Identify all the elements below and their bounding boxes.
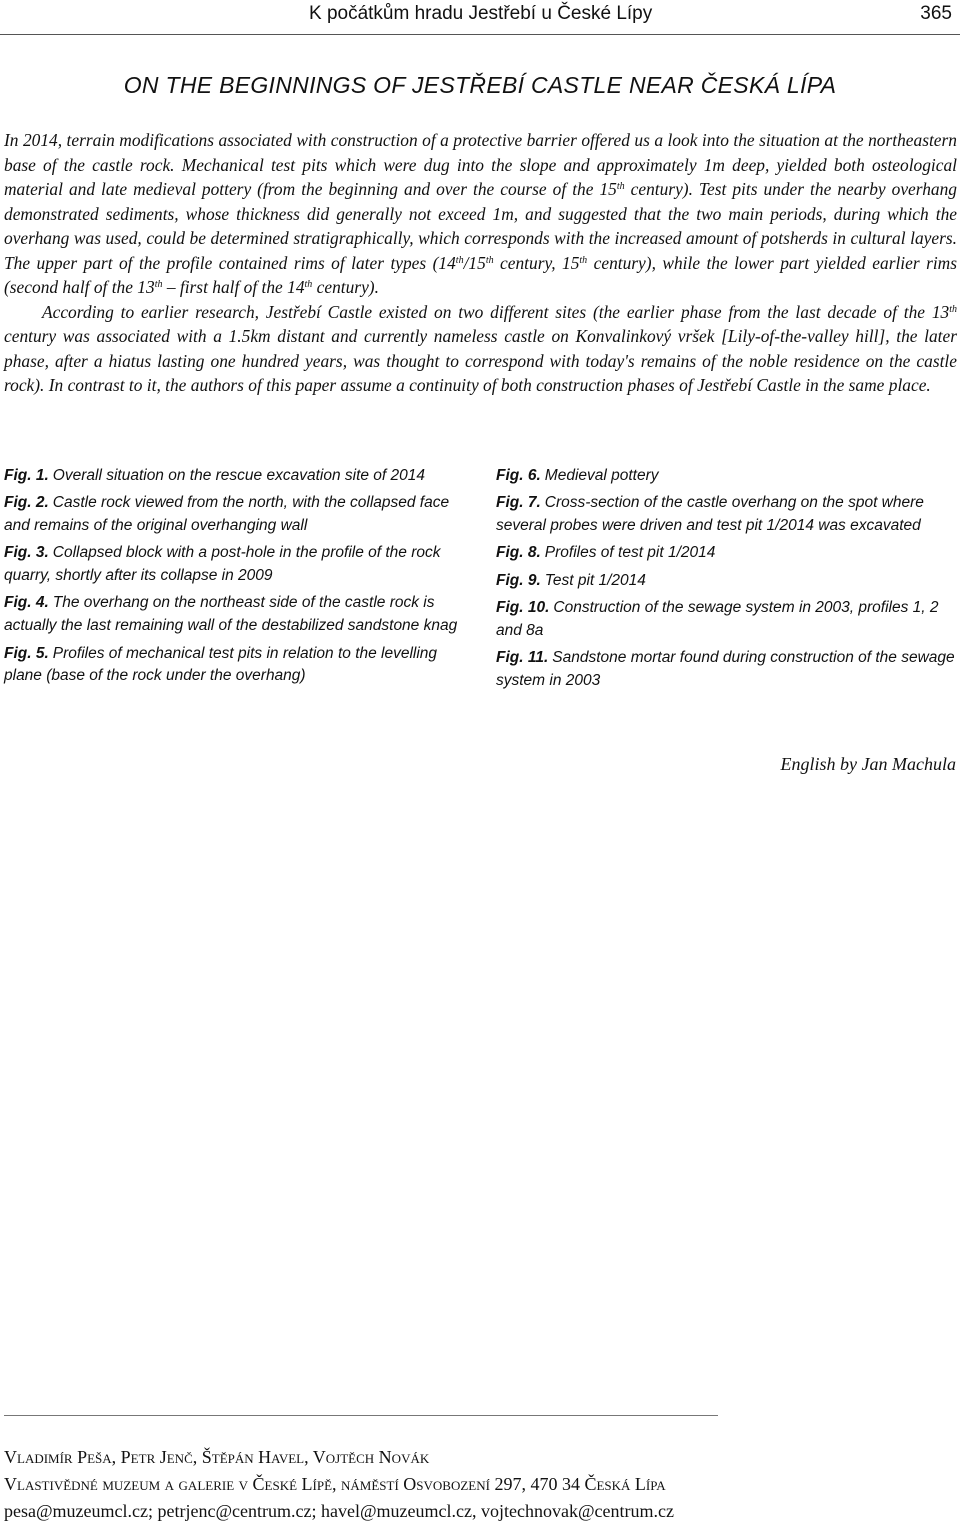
figure-label: Fig. 6. [496, 467, 541, 484]
text-run: century, 15 [493, 252, 580, 273]
figure-caption [4, 492, 474, 538]
text-run: century was associated with a 1.5km distant and currently nameless castle on Konvalinkový vršek [Lily-of-the-valley hill], the later phase, after a hiatus lasting one hundred years, was thought to correspond with today's remains of the noble residence on the castle rock). In contrast to it, the authors of this paper assume a continuity of both construction phases of Jestřebí Castle in the same place. [4, 326, 957, 395]
figure-label: Fig. 5. [4, 644, 49, 662]
figure-caption [4, 465, 474, 488]
author-affiliation: Vlastivědné muzeum a galerie v České Lípě, náměstí Osvobození 297, 470 34 Česká Lípa [4, 1474, 666, 1494]
caption-text: Sandstone mortar found during construction of the sewage system in 2003 [496, 649, 955, 689]
figure-caption [496, 542, 958, 565]
figure-captions-left [4, 465, 474, 693]
figure-label: Fig. 4. [4, 594, 49, 612]
translator-credit: English by Jan Machula [780, 754, 956, 774]
caption-text: The overhang on the northeast side of the castle rock is actually the last remaining wall of the destabilized sandstone knag [4, 594, 458, 635]
superscript: th [154, 279, 163, 290]
text-run: century). Test pits under the nearby overhang demonstrated sediments, whose thickness did generally not exceed 1m, and suggested that the two main periods, during which the overhang was used, could be determined stratigraphically, which corresponds with the increased amount of potsherds in cultural layers. The upper part of the profile contained rims of later types (14 [4, 179, 957, 273]
author-emails: pesa@muzeumcl.cz; petrjenc@centrum.cz; havel@muzeumcl.cz, vojtechnovak@centrum.cz [4, 1501, 675, 1521]
text-run: According to earlier research, Jestřebí Castle existed on two different sites (the earlier phase from the last decade of the 13 [42, 301, 950, 322]
figure-caption [496, 597, 958, 643]
superscript: th [455, 254, 464, 266]
figure-label: Fig. 10. [496, 598, 550, 616]
text-run: /15 [463, 252, 486, 273]
article-title: ON THE BEGINNINGS OF JESTŘEBÍ CASTLE NEAR ČESKÁ LÍPA [123, 72, 837, 98]
superscript: th [616, 181, 625, 192]
footer-divider [4, 1415, 718, 1416]
caption-text: Castle rock viewed from the north, with the collapsed face and remains of the original overhanging wall [4, 494, 450, 535]
caption-text: Cross-section of the castle overhang on the spot where several probes were driven and test pit 1/2014 was excavated [496, 494, 924, 535]
figure-caption [4, 643, 474, 689]
page-header [0, 0, 960, 35]
caption-text: Test pit 1/2014 [544, 571, 646, 589]
superscript: th [579, 254, 588, 266]
figure-caption [496, 492, 958, 538]
figure-label: Fig. 11. [496, 649, 549, 667]
abstract-paragraph-1 [4, 128, 957, 300]
caption-text: Construction of the sewage system in 2003, profiles 1, 2 and 8a [496, 598, 939, 639]
superscript: th [485, 254, 494, 266]
author-names: Vladimír Peša, Petr Jenč, Štěpán Havel, Vojtěch Novák [4, 1447, 430, 1467]
figure-caption [4, 592, 474, 638]
text-run: In 2014, terrain modifications associated with construction of a protective barrier offered us a look into the situation at the northeastern base of the castle rock. Mechanical test pits which were dug into the slope and approximately 1m deep, yielded both osteological material and late medieval pottery (from the beginning and over the course of the 15 [4, 130, 957, 199]
caption-text: Collapsed block with a post-hole in the profile of the rock quarry, shortly after its collapse in 2009 [4, 544, 441, 585]
figure-label: Fig. 7. [496, 494, 541, 512]
caption-text: Medieval pottery [544, 467, 659, 484]
text-run: century), while the lower part yielded earlier rims (second half of the 13 [4, 252, 957, 297]
abstract-paragraph-2 [4, 300, 957, 398]
figure-caption [496, 570, 958, 593]
running-title: K počátkům hradu Jestřebí u České Lípy [309, 3, 653, 24]
figure-label: Fig. 1. [4, 467, 49, 484]
figure-label: Fig. 2. [4, 494, 49, 512]
figure-caption [4, 542, 474, 588]
page-number: 365 [920, 3, 952, 24]
figure-label: Fig. 8. [496, 544, 541, 562]
superscript: th [304, 279, 313, 290]
figure-caption [496, 465, 958, 488]
figure-label: Fig. 3. [4, 544, 49, 562]
caption-text: Profiles of mechanical test pits in relation to the levelling plane (base of the rock under the overhang) [4, 644, 438, 685]
figure-captions-right [496, 465, 958, 697]
text-run: century). [312, 277, 379, 297]
figure-caption [496, 647, 958, 693]
author-footer [4, 1444, 956, 1525]
abstract [4, 128, 957, 398]
figure-label: Fig. 9. [496, 571, 541, 589]
caption-text: Profiles of test pit 1/2014 [544, 544, 716, 562]
caption-text: Overall situation on the rescue excavation site of 2014 [52, 467, 426, 484]
superscript: th [949, 303, 957, 315]
text-run: – first half of the 14 [162, 277, 305, 297]
